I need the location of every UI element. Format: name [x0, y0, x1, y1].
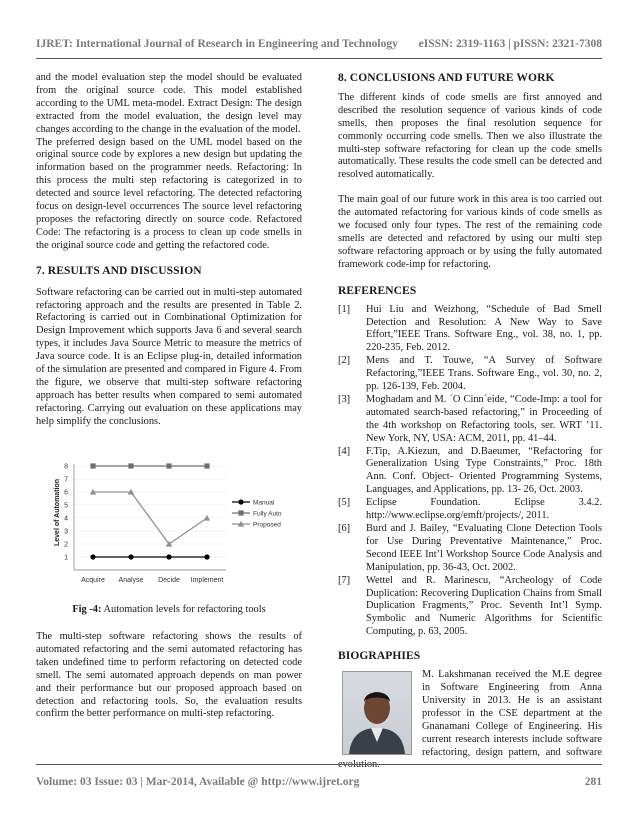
- reference-item: [338, 575, 602, 640]
- figure-caption: [36, 604, 302, 615]
- reference-number: [7]: [338, 574, 351, 586]
- y-tick-label: 2: [64, 541, 68, 549]
- reference-text: F.Tip, A.Kiezun, and D.Baeumer, “Refactoring for Generalization Using Type Constraints,” Proc. 18th Ann. Conf. Object- Oriented Programming Systems, Languages, and Applications, pp. 13- 26, Oct. 2003.: [366, 445, 602, 496]
- x-tick-label: Implement: [190, 577, 224, 584]
- issn-info: eISSN: 2319-1163 | pISSN: 2321-7308: [418, 38, 602, 50]
- section-8-paragraph-1: The different kinds of code smells are first annoyed and described the resolution sequence of various kinds of code smells, then proposes the final resolution sequence for commonly occurring code smells. Then we also illustrate the multi-step software refactoring for clean up the code smells automatically. These results the code smell can be detected and resolved automatically.: [338, 91, 602, 181]
- reference-item: [338, 497, 602, 523]
- reference-number: [3]: [338, 393, 351, 405]
- section-7-heading: 7. RESULTS AND DISCUSSION: [36, 264, 202, 277]
- reference-text: Wettel and R. Marinescu, “Archeology of Code Duplication: Recovering Duplication Chains from Small Duplication Fragments,” Proc. Seventh Int’l Symp. Symbolic and Numeric Algorithms for Scientific Computing, p. 63, 2005.: [366, 574, 602, 638]
- y-tick-label: 8: [64, 463, 68, 471]
- x-tick-label: Analyse: [118, 577, 144, 584]
- page-footer: [36, 776, 602, 788]
- left-column: [36, 72, 302, 429]
- left-paragraph-2: The preferred design based on the UML model based on the original source code by explores a new design but updating the information based on the programmer needs. Refactoring: In this process the multi step refactoring is categorized in to detected and source level refactoring. The detected refactoring focus on design-level occurrences The source level refactoring proposes the refactoring directly on source code. Refactored Code: The refactoring is a process to clean up code smells in the original source code and getting the refactored code.: [36, 136, 302, 251]
- reference-number: [2]: [338, 355, 351, 367]
- data-point: [204, 463, 209, 468]
- reference-item: [338, 446, 602, 498]
- page-header: [36, 38, 602, 50]
- y-tick-label: 6: [64, 489, 68, 497]
- biographies-heading: BIOGRAPHIES: [338, 650, 421, 663]
- figure-caption-text: Automation levels for refactoring tools: [101, 604, 266, 615]
- reference-item: [338, 523, 602, 575]
- reference-text: Eclipse Foundation. Eclipse 3.4.2. http://www.eclipse.org/emft/projects/, 2011.: [366, 497, 602, 522]
- left-paragraph-1: and the model evaluation step the model should be evaluated from the original source code. This model established according to the UML meta-model. Extract Design: The design extracted from the model evaluation, the design level may changes according to the change in the evaluation of the model.: [36, 72, 302, 135]
- footer-rule: [36, 764, 602, 765]
- data-point: [90, 554, 95, 559]
- references-heading: REFERENCES: [338, 284, 417, 297]
- x-tick-label: Acquire: [81, 577, 105, 584]
- reference-item: [338, 304, 602, 356]
- data-point: [166, 463, 171, 468]
- reference-item: [338, 394, 602, 446]
- y-tick-label: 1: [64, 554, 68, 562]
- data-point: [166, 554, 171, 559]
- section-8-heading: 8. CONCLUSIONS AND FUTURE WORK: [338, 72, 555, 84]
- y-tick-label: 3: [64, 528, 68, 536]
- data-point: [90, 463, 95, 468]
- reference-text: Mens and T. Touwe, “A Survey of Software Refactoring,”IEEE Trans. Software Eng., vol. 30, no. 2, pp. 126-139, Feb. 2004.: [366, 355, 602, 393]
- legend-marker: [238, 499, 243, 504]
- data-point: [128, 463, 133, 468]
- data-point: [204, 515, 210, 521]
- section-8-paragraph-2: The main goal of our future work in this area is too carried out the automated refactoring for various kinds of code smells as we focused only four types. The rest of the remaining code smells are detected and refactored by using our multi step software refactoring approach or by using the fully automated framework code-imp for refactoring.: [338, 194, 602, 270]
- legend-label: Manual: [253, 499, 275, 507]
- legend-marker: [238, 510, 243, 515]
- post-figure-paragraph: The multi-step software refactoring shows the results of automated refactoring and the semi automated refactoring has taken undefined time to perform refactoring on detected code smell. The semi automated approach depends on man power and their performance but our proposed approach based on detection and refactoring tools. So, the evaluation results confirm the better performance on multi-step refactoring.: [36, 631, 302, 720]
- section-7-text: Software refactoring can be carried out in multi-step automated refactoring approach and the results are presented in Table 2. Refactoring is carried out in Combinational Optimization for Design Improvement which supports Java 6 and several search types, it includes Java Source Metric to measure the metrics of Java source code. It is an Eclipse plug-in, detailed information of the simulation are presented and compared in Figure 4. From the figure, we observe that multi-step software refactoring approach has better results when compared to semi automated refactoring. Carrying out evaluation on these applications may help simplify the conclusions.: [36, 286, 302, 427]
- reference-text: Moghadam and M. ´O Cinn´eide, “Code-Imp: a tool for automated search-based refactoring,” in Proceeding of the 4th workshop on Refactoring tools, ser. WRT ’11. New York, NY, USA: ACM, 2011, pp. 41–44.: [366, 393, 602, 444]
- reference-number: [5]: [338, 497, 351, 509]
- legend-label: Proposed: [253, 521, 281, 529]
- chart-svg: [46, 456, 296, 594]
- reference-text: Burd and J. Bailey, “Evaluating Clone Detection Tools for Use During Preventative Maintenance,” Proc. Second IEEE Int’l Workshop Source Code Analysis and Manipulation, pp. 36-43, Oct. 2002.: [366, 523, 602, 573]
- page-number: 281: [584, 776, 602, 788]
- reference-item: [338, 355, 602, 394]
- data-point: [128, 554, 133, 559]
- x-tick-label: Decide: [158, 577, 180, 584]
- automation-chart: [46, 456, 296, 594]
- reference-number: [4]: [338, 445, 351, 457]
- header-rule: [36, 58, 602, 59]
- right-column: [338, 72, 602, 772]
- figure-label: Fig -4:: [72, 604, 102, 615]
- data-point: [204, 554, 209, 559]
- y-tick-label: 4: [64, 515, 68, 523]
- biography: [338, 669, 602, 772]
- reference-number: [6]: [338, 523, 351, 534]
- reference-text: Hui Liu and Weizhong, “Schedule of Bad Smell Detection and Resolution: A New Way to Save Effort,”IEEE Trans. Software Eng., vol. 38, no. 1, pp. 220-235, Feb. 2012.: [366, 303, 602, 354]
- reference-number: [1]: [338, 303, 351, 315]
- y-tick-label: 5: [64, 502, 68, 510]
- chart-ylabel: Level of Automation: [54, 478, 61, 546]
- footer-volume: Volume: 03 Issue: 03 | Mar-2014, Available @ http://www.ijret.org: [36, 776, 360, 788]
- legend-label: Fully Auto: [253, 510, 282, 518]
- biography-text: M. Lakshmanan received the M.E degree in Software Engineering from Anna University in 2013. He is an assistant professor in the CSE department at the Gnanamani College of Engineering. His current research interests include software refactoring, design pattern, and software evolution.: [338, 669, 602, 771]
- y-tick-label: 7: [64, 476, 68, 484]
- author-photo: [342, 671, 412, 755]
- journal-title: IJRET: International Journal of Research in Engineering and Technology: [36, 38, 398, 50]
- reference-list: [338, 304, 602, 640]
